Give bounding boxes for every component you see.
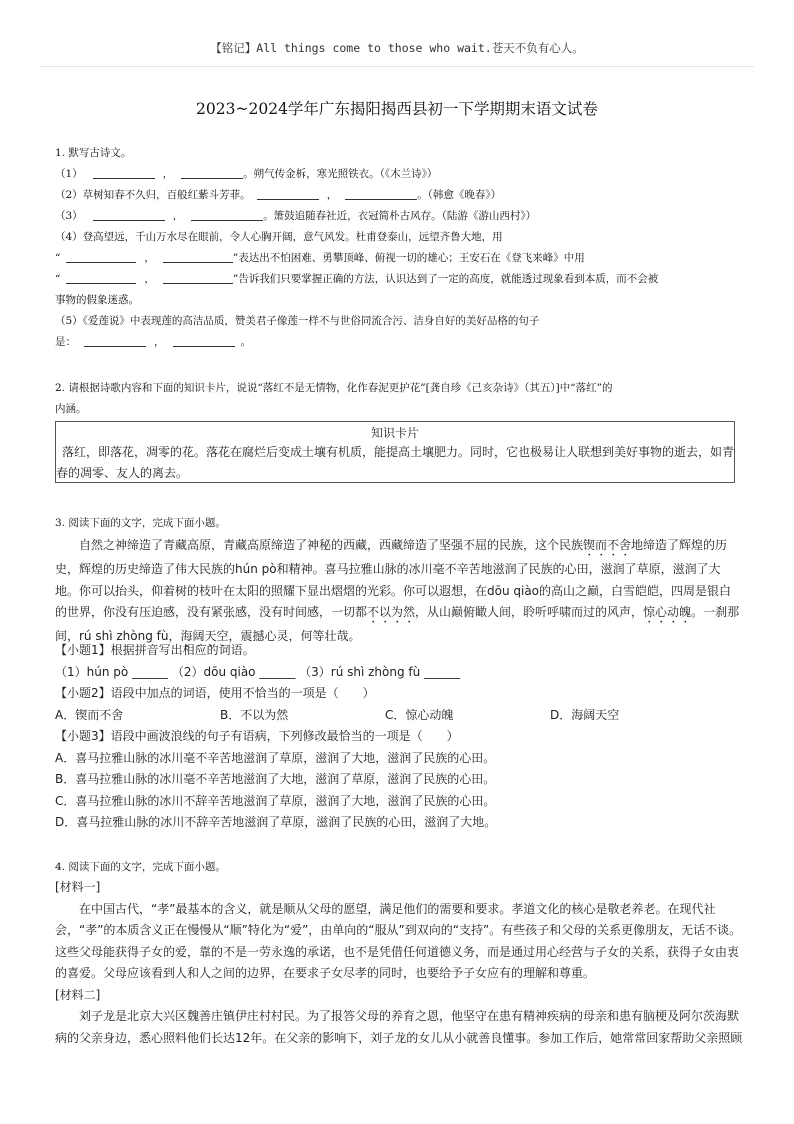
- q1-heading: 1. 默写古诗文。: [55, 147, 132, 159]
- q4-materials: [55, 877, 743, 1049]
- q2-line-2: 内涵。: [55, 403, 87, 415]
- q3-heading: 3. 阅读下面的文字，完成下面小题。: [55, 517, 226, 529]
- q3-sub2-options: [55, 705, 740, 727]
- material-2-label: [材料二]: [55, 987, 101, 1002]
- answer-blank: [163, 249, 233, 263]
- answer-blank: [163, 270, 233, 284]
- question-2: [55, 378, 740, 420]
- answer-blank: [257, 186, 319, 200]
- q1-line-9: 是： ， 。: [55, 332, 740, 353]
- material-2-text: 刘子龙是北京大兴区魏善庄镇伊庄村村民。为了报答父母的养育之恩，他坚守在患有精神疾病的母亲和患有脑梗及阿尔茨海默病的父亲身边，悉心照料他们长达12年。在父亲的影响下，刘子龙的女儿从小就善良懂事。参加工作后，她常常回家帮助父亲照顾: [55, 1009, 743, 1045]
- q1-line-6: “ ， ”告诉我们只要掌握正确的方法，认识达到了一定的高度，就能透过现象看到本质，而不会被: [55, 269, 740, 290]
- q1-line-1: （1） ， 。朔气传金柝，寒光照铁衣。（《木兰诗》）: [55, 164, 740, 185]
- q2-line-1: 2. 请根据诗歌内容和下面的知识卡片，说说“落红不是无情物，化作春泥更护花”[龚自珍《己亥杂诗》（其五）]中“落红”的: [55, 382, 613, 394]
- q1-line-8: （5）《爱莲说》中表现莲的高洁品质，赞美君子像莲一样不与世俗同流合污、洁身自好的美好品格的句子: [55, 315, 540, 327]
- option[interactable]: D．喜马拉雅山脉的冰川不辞辛苦地滋润了草原，滋润了民族的心田，滋润了大地。: [55, 815, 497, 829]
- answer-blank: [66, 270, 136, 284]
- q1-line-2: （2）草树知春不久归，百般红紫斗芳菲。 ， 。（韩愈《晚春》）: [55, 185, 740, 206]
- q3-sub1-items: （1）hún pò ______ （2）dōu qiào ______ （3）rú shì zhòng fù ______: [55, 664, 461, 679]
- question-1: [55, 143, 740, 353]
- header-divider: [40, 66, 754, 67]
- q3-sub3: 【小题3】语段中画波浪线的句子有语病，下列修改最恰当的一项是（ ）: [55, 729, 459, 743]
- answer-blank: [93, 165, 155, 179]
- q3-sub1: 【小题1】根据拼音写出相应的词语。: [55, 643, 255, 657]
- q3-subquestions: [55, 640, 740, 834]
- knowledge-card-text: 落红，即落花，凋零的花。落花在腐烂后变成土壤有机质，能提高土壤肥力。同时，它也极易让人联想到美好事物的逝去，如青春的凋零、友人的离去。: [56, 445, 735, 480]
- answer-blank: [191, 207, 263, 221]
- q1-line-5: “ ， ”表达出不怕困难、勇攀顶峰、俯视一切的雄心；王安石在《登飞来峰》中用: [55, 248, 740, 269]
- q1-line-3: （3） ， 。箫鼓追随春社近，衣冠简朴古风存。（陆游《游山西村》）: [55, 206, 740, 227]
- page-title: 2023~2024学年广东揭阳揭西县初一下学期期末语文试卷: [196, 100, 598, 118]
- q3-sub2: 【小题2】语段中加点的词语，使用不恰当的一项是（ ）: [55, 686, 375, 700]
- answer-blank: [66, 249, 136, 263]
- material-1-text: 在中国古代，“孝”最基本的含义，就是顺从父母的愿望，满足他们的需要和要求。孝道文化的核心是敬老养老。在现代社会，“孝”的本质含义正在慢慢从“顺”特化为“爱”，由单向的“服从”到双向的“支持”。有些孩子和父母的关系更像朋友，无话不谈。这些父母能获得子女的爱，靠的不是一劳永逸的承诺，也不是凭借任何道德义务，而是通过用心经营与子女的关系，获得子女由衷的喜爱。父母应该看到人和人之间的边界，在要求子女尽孝的同时，也要给予子女应有的理解和尊重。: [55, 901, 742, 980]
- answer-blank: [93, 207, 165, 221]
- question-4: [55, 857, 740, 878]
- knowledge-card-title: 知识卡片: [370, 426, 419, 440]
- option[interactable]: A．锲而不舍: [55, 707, 124, 722]
- q1-line-4: （4）登高望远，千山万水尽在眼前，令人心胸开阔，意气风发。杜甫登泰山，远望齐鲁大地，用: [55, 231, 503, 243]
- option[interactable]: C．惊心动魄: [385, 707, 454, 722]
- q1-line-7: 事物的假象迷惑。: [55, 294, 139, 306]
- answer-blank: [173, 333, 235, 347]
- option[interactable]: C．喜马拉雅山脉的冰川不辞辛苦地滋润了草原，滋润了大地，滋润了民族的心田。: [55, 793, 496, 808]
- option[interactable]: A．喜马拉雅山脉的冰川毫不辛苦地滋润了草原，滋润了大地，滋润了民族的心田。: [55, 750, 496, 765]
- page-motto: 【铭记】All things come to those who wait.苍天不负有心人。: [210, 41, 584, 55]
- answer-blank: [84, 333, 146, 347]
- option[interactable]: D．海阔天空: [550, 707, 620, 722]
- q4-heading: 4. 阅读下面的文字，完成下面小题。: [55, 861, 226, 873]
- dotted-word: 海阔天空: [180, 629, 229, 643]
- dotted-word: 锲而不舍: [583, 538, 632, 552]
- q3-passage: 自然之神缔造了青藏高原，青藏高原缔造了神秘的西藏，西藏缔造了坚强不屈的民族，这个民族锲而不舍地缔造了辉煌的历史，辉煌的历史缔造了伟大民族的hún pò和精神。喜马拉雅山脉的冰川毫不辛苦地滋润了民族的心田，滋润了草原，滋润了大地。你可以抬头，仰着树的枝叶在太阳的照耀下显出熠熠的光彩。你可以遐想，在dōu qiào的高山之巅，白雪皑皑，四周是银白的世界，你没有压迫感，没有紧张感，没有时间感，一切都不以为然，从山巅俯瞰人间，聆听呼啸而过的风声，惊心动魄。一刹那间，rú shì zhòng fù，海阔天空，震撼心灵，何等壮哉。: [55, 538, 740, 643]
- material-1-label: [材料一]: [55, 880, 101, 894]
- answer-blank: [345, 186, 417, 200]
- knowledge-card: [55, 421, 735, 483]
- answer-blank: [181, 165, 243, 179]
- question-3: [55, 513, 740, 534]
- option[interactable]: B．不以为然: [220, 707, 289, 722]
- dotted-word: 惊心动魄: [643, 605, 692, 619]
- dotted-word: 不以为然: [367, 605, 416, 619]
- option[interactable]: B．喜马拉雅山脉的冰川毫不辛苦地滋润了大地，滋润了草原，滋润了民族的心田。: [55, 772, 496, 786]
